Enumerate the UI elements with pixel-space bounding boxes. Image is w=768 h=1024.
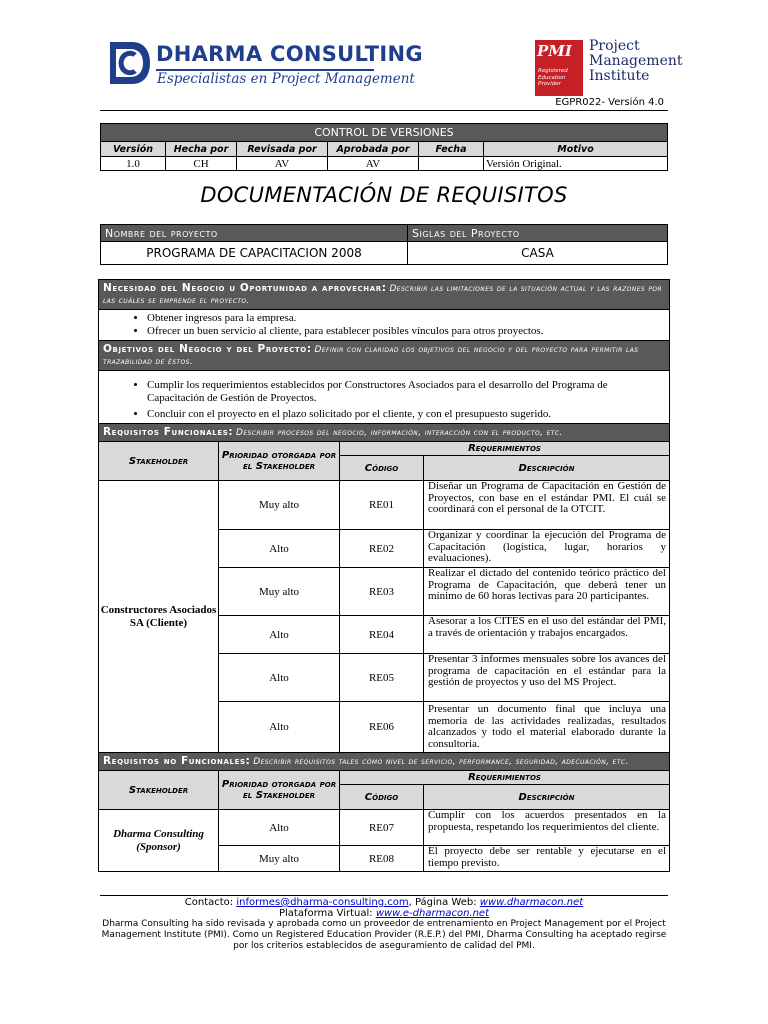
table-row: Muy alto RE08 El proyecto debe ser rentable y ejecutarse en el tiempo previsto.	[99, 846, 670, 872]
project-table	[100, 224, 668, 265]
col-approved-by: Aprobada por	[328, 142, 419, 157]
dharma-logo-icon	[108, 40, 152, 86]
col-code: Código	[340, 785, 424, 810]
table-row: Dharma Consulting (Sponsor) Alto RE07 Cumplir con los acuerdos presentados en la propuesta, respetando los requerimientos del cliente.	[99, 810, 670, 846]
business-need-header	[99, 280, 670, 310]
col-reason: Motivo	[484, 142, 668, 157]
pmi-badge	[535, 40, 583, 96]
col-description: Descripción	[424, 456, 670, 481]
table-row: Alto RE04 Asesorar a los CITES en el uso del estándar del PMI, a través de orientación y trabajos encargados.	[99, 616, 670, 654]
page-title: DOCUMENTACIÓN DE REQUISITOS	[200, 183, 568, 207]
contact-label: Contacto:	[184, 897, 234, 908]
pmi-logo	[535, 38, 683, 98]
objectives-title: Objetivos del Negocio y del Proyecto:	[103, 343, 312, 355]
objectives-list	[99, 371, 670, 424]
non-functional-header	[99, 753, 670, 771]
objectives-desc: Definir con claridad los objetivos del negocio y del proyecto para permitir las trazabilidad de éstos.	[103, 345, 639, 367]
list-item: • Concluir con el proyecto en el plazo solicitado por el cliente, y con el presupuesto sugerido.	[147, 408, 669, 421]
business-need-desc: Describir las limitaciones de la situación actual y las razones por las cuáles se emprende el proyecto.	[103, 284, 663, 306]
header-divider	[100, 110, 668, 111]
business-need-title: Necesidad del Negocio u Oportunidad a aprovechar:	[103, 282, 387, 294]
version-control-table	[100, 123, 668, 171]
col-date: Fecha	[419, 142, 484, 157]
col-reviewed-by: Revisada por	[237, 142, 328, 157]
footer-note: Dharma Consulting ha sido revisada y aprobada como un proveedor de entrenamiento en Project Management por el Project Management Institute (PMI). Como un Registered Education Provider (R.E.P.) del PMI, Dharma Consulting ha aceptado regirse por los criterios establecidos de aseguramiento de calidad del PMI.	[101, 919, 667, 951]
list-item: • Cumplir los requerimientos establecidos por Constructores Asociados para el desarrollo del Programa de Capacitación de Gestión de Proyectos.	[147, 379, 669, 405]
project-name: PROGRAMA DE CAPACITACION 2008	[101, 242, 408, 265]
project-name-label: Nombre del proyecto	[101, 225, 408, 242]
business-need-list	[99, 310, 670, 341]
email-link[interactable]: informes@dharma-consulting.com	[236, 897, 409, 908]
col-requirements: Requerimientos	[340, 771, 670, 785]
platform-label: Plataforma Virtual:	[278, 908, 373, 919]
dharma-logo	[108, 40, 423, 88]
list-item: • Obtener ingresos para la empresa.	[147, 312, 669, 325]
version-control-title: CONTROL DE VERSIONES	[101, 124, 668, 142]
col-code: Código	[340, 456, 424, 481]
table-row: 1.0 CH AV AV Versión Original.	[101, 157, 668, 171]
col-made-by: Hecha por	[166, 142, 237, 157]
pmi-badge-text: Registered Education Provider	[538, 68, 568, 87]
table-row: Alto RE06 Presentar un documento final que incluya una memoria de las actividades realizadas, resultados alcanzados y todo el material elaborado durante la consultoria.	[99, 702, 670, 753]
company-tagline: Especialistas en Project Management	[157, 71, 415, 87]
col-priority: Prioridad otorgada por el Stakeholder	[219, 771, 340, 810]
company-name: DHARMA CONSULTING	[156, 42, 423, 66]
pmi-name: Project Management Institute	[589, 38, 683, 84]
col-description: Descripción	[424, 785, 670, 810]
functional-title: Requisitos Funcionales:	[103, 426, 234, 438]
project-acronym-label: Siglas del Proyecto	[408, 225, 668, 242]
col-stakeholder: Stakeholder	[99, 771, 219, 810]
col-priority: Prioridad otorgada por el Stakeholder	[219, 442, 340, 481]
col-version: Versión	[101, 142, 166, 157]
functional-header	[99, 424, 670, 442]
platform-link[interactable]: www.e-dharmacon.net	[375, 908, 490, 919]
table-row: Muy alto RE03 Realizar el dictado del contenido teórico práctico del Programa de Capacitación, que deberá tener un mínimo de 60 horas lectivas para 20 participantes.	[99, 568, 670, 616]
col-stakeholder: Stakeholder	[99, 442, 219, 481]
table-row: Alto RE02 Organizar y coordinar la ejecución del Programa de Capacitación (logística, lugar, horarios y evaluaciones).	[99, 530, 670, 568]
objectives-header	[99, 341, 670, 371]
functional-stakeholder: Constructores Asociados SA (Cliente)	[99, 481, 219, 753]
requirements-table	[98, 279, 670, 872]
footer-divider	[100, 895, 668, 896]
col-requirements: Requerimientos	[340, 442, 670, 456]
web-link[interactable]: www.dharmacon.net	[479, 897, 584, 908]
non-functional-desc: Describir requisitos tales cómo nivel de servicio, performance, seguridad, adecuación, etc.	[253, 757, 629, 767]
functional-desc: Describir procesos del negocio, información, interacción con el producto, etc.	[236, 428, 563, 438]
non-functional-title: Requisitos no Funcionales:	[103, 755, 251, 767]
non-functional-stakeholder: Dharma Consulting (Sponsor)	[99, 810, 219, 872]
pmi-letters: PMI	[537, 42, 572, 60]
list-item: • Ofrecer un buen servicio al cliente, para establecer posibles vínculos para otros proyectos.	[147, 325, 669, 338]
document-code: EGPR022- Versión 4.0	[555, 97, 664, 108]
project-acronym: CASA	[408, 242, 668, 265]
table-row: Constructores Asociados SA (Cliente) Muy alto RE01 Diseñar un Programa de Capacitación en Gestión de Proyectos, con base en el estándar PMI. El cuál se coordinará con el personal de la OTCIT.	[99, 481, 670, 530]
table-row: Alto RE05 Presentar 3 informes mensuales sobre los avances del programa de capacitación en el estándar para la gestión de proyectos y uso del MS Project.	[99, 654, 670, 702]
footer	[100, 897, 668, 952]
web-label: , Página Web:	[408, 897, 477, 908]
